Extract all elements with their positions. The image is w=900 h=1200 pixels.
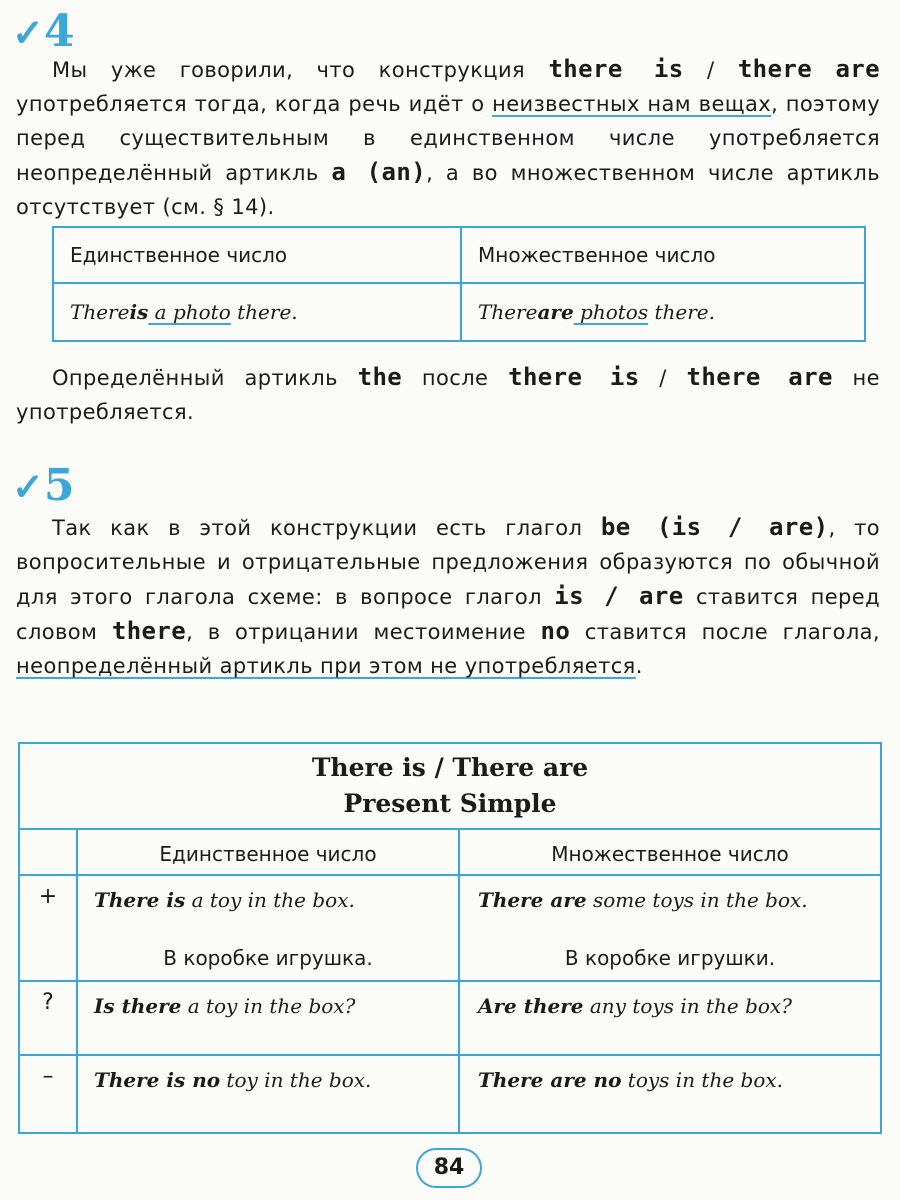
affirmative-plural: There are some toys in the box. <box>478 888 808 912</box>
page-number: 84 <box>416 1148 482 1188</box>
table-divider <box>20 828 880 830</box>
question-plural: Are there any toys in the box? <box>478 994 792 1018</box>
table-divider <box>76 828 78 1134</box>
affirmative-singular-translation: В коробке игрушка. <box>163 946 373 970</box>
articles-table <box>52 226 866 342</box>
section5-paragraph: Так как в этой конструкции есть глагол be (is / are), то вопросительные и отрицательные предложения образуются по обычной для этого глагола схеме: в вопросе глагол is / are ставится перед словом there, в отрицании местоимение no ставится после глагола, неопределённый артикль при этом не употребляется. <box>16 513 881 678</box>
table-header-singular: Единственное число <box>70 243 288 267</box>
section4-paragraph: Мы уже говорили, что конструкция there is / there are употребляется тогда, когда речь идёт о неизвестных нам вещах, поэтому перед существительным в единственном числе употребляется неопределённый артикль a (an), а во множественном числе артикль отсутствует (см. § 14). <box>16 55 881 219</box>
row-sign-question: ? <box>42 990 54 1015</box>
section-marker-4: ✓4 <box>12 6 75 57</box>
table-divider <box>20 1054 880 1056</box>
section-marker-5: ✓5 <box>12 460 75 511</box>
column-header-plural: Множественное число <box>551 842 789 866</box>
table-divider <box>20 980 880 982</box>
there-is-there-are-table <box>18 742 882 1134</box>
row-sign-affirmative: + <box>38 884 58 909</box>
negative-plural: There are no toys in the box. <box>478 1068 784 1092</box>
check-icon: ✓ <box>12 10 44 55</box>
table-header-plural: Множественное число <box>478 243 716 267</box>
table-divider <box>20 874 880 876</box>
table-cell-plural: There are photos there. <box>478 300 715 324</box>
question-singular: Is there a toy in the box? <box>94 994 356 1018</box>
table-divider <box>458 828 460 1134</box>
affirmative-singular: There is a toy in the box. <box>94 888 355 912</box>
definite-article-note: Определённый артикль the после there is / there are не употребляется. <box>16 363 880 424</box>
row-sign-negative: – <box>42 1064 54 1089</box>
table-title: There is / There are Present Simple <box>311 753 589 818</box>
column-header-singular: Единственное число <box>159 842 377 866</box>
affirmative-plural-translation: В коробке игрушки. <box>564 946 776 970</box>
negative-singular: There is no toy in the box. <box>94 1068 372 1092</box>
check-icon: ✓ <box>12 464 44 509</box>
table-cell-singular: There is a photo there. <box>70 300 298 324</box>
